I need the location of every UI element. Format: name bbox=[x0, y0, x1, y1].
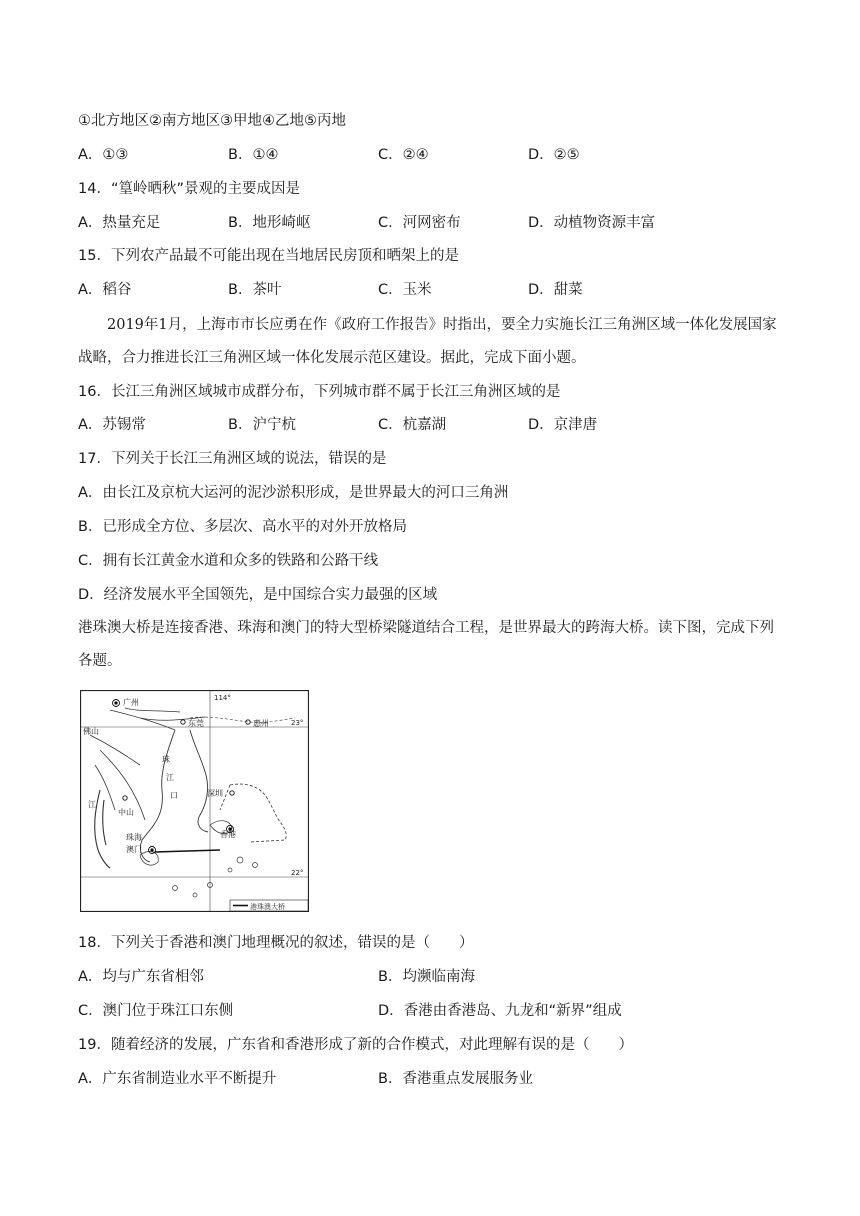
label-aomen: 澳门 bbox=[126, 845, 142, 854]
q15-stem: 15．下列农产品最不可能出现在当地居民房顶和晒架上的是 bbox=[78, 248, 459, 264]
q18-stem: 18．下列关于香港和澳门地理概况的叙述，错误的是（ ） bbox=[78, 935, 474, 951]
passage-yangtze-delta: 2019年1月，上海市市长应勇在作《政府工作报告》时指出，要全力实施长江三角洲区域一体化发展国家战略，合力推进长江三角洲区域一体化发展示范区建设。据此，完成下面小题。 bbox=[78, 317, 777, 366]
q17-option-c: C．拥有长江黄金水道和众多的铁路和公路干线 bbox=[78, 553, 379, 569]
q18-option-a: A．均与广东省相邻 bbox=[78, 969, 204, 985]
passage-hzmb: 港珠澳大桥是连接香港、珠海和澳门的特大型桥梁隧道结合工程，是世界最大的跨海大桥。读下图，完成下列各题。 bbox=[78, 620, 774, 669]
q17-stem: 17．下列关于长江三角洲区域的说法，错误的是 bbox=[78, 451, 387, 467]
q13-stem: ①北方地区②南方地区③甲地④乙地⑤丙地 bbox=[78, 113, 346, 129]
q14-option-c: C．河网密布 bbox=[378, 215, 461, 231]
legend-label: 港珠澳大桥 bbox=[250, 903, 285, 911]
q19-stem: 19．随着经济的发展，广东省和香港形成了新的合作模式，对此理解有误的是（ ） bbox=[78, 1037, 633, 1053]
q13-option-c: C．②④ bbox=[378, 147, 429, 163]
label-guangzhou: 广州 bbox=[123, 698, 139, 707]
label-lat-23: 23° bbox=[291, 719, 304, 727]
pearl-river-delta-map bbox=[80, 690, 309, 912]
q16-option-c: C．杭嘉湖 bbox=[378, 417, 447, 433]
q16-option-b: B．沪宁杭 bbox=[228, 417, 296, 433]
q14-option-a: A．热量充足 bbox=[78, 215, 161, 231]
q13-option-a: A．①③ bbox=[78, 147, 129, 163]
q19-option-a: A．广东省制造业水平不断提升 bbox=[78, 1071, 277, 1087]
label-lon-114: 114° bbox=[214, 694, 231, 702]
q13-option-b: B．①④ bbox=[228, 147, 279, 163]
q14-option-d: D．动植物资源丰富 bbox=[528, 215, 656, 231]
q18-option-c: C．澳门位于珠江口东侧 bbox=[78, 1003, 234, 1019]
q14-stem: 14．“篁岭晒秋”景观的主要成因是 bbox=[78, 181, 300, 197]
label-zhongshan: 中山 bbox=[118, 808, 134, 817]
label-huizhou: 惠州 bbox=[253, 719, 269, 728]
q17-option-d: D．经济发展水平全国领先，是中国综合实力最强的区域 bbox=[78, 587, 438, 603]
label-lat-22: 22° bbox=[291, 869, 304, 877]
q15-option-b: B．茶叶 bbox=[228, 282, 282, 298]
q16-option-a: A．苏锡常 bbox=[78, 417, 146, 433]
q13-option-d: D．②⑤ bbox=[528, 147, 580, 163]
q16-option-d: D．京津唐 bbox=[528, 417, 598, 433]
q15-option-c: C．玉米 bbox=[378, 282, 432, 298]
q16-stem: 16．长江三角洲区域城市成群分布，下列城市群不属于长江三角洲区域的是 bbox=[78, 384, 561, 400]
label-shenzhen: 深圳 bbox=[207, 789, 223, 798]
q15-option-d: D．甜菜 bbox=[528, 282, 583, 298]
q15-option-a: A．稻谷 bbox=[78, 282, 132, 298]
label-xianggang: 香港 bbox=[220, 830, 236, 839]
q17-option-a: A．由长江及京杭大运河的泥沙淤积形成，是世界最大的河口三角洲 bbox=[78, 485, 509, 501]
label-jiang-river: 江 bbox=[88, 800, 96, 809]
q18-option-d: D．香港由香港岛、九龙和“新界”组成 bbox=[378, 1003, 622, 1019]
q18-option-b: B．均濒临南海 bbox=[378, 969, 475, 985]
label-zhu: 珠 bbox=[162, 755, 170, 764]
label-kou: 口 bbox=[170, 791, 178, 800]
label-zhuhai: 珠海 bbox=[126, 833, 142, 842]
q14-option-b: B．地形崎岖 bbox=[228, 215, 311, 231]
q19-option-b: B．香港重点发展服务业 bbox=[378, 1071, 533, 1087]
label-dongguan: 东莞 bbox=[188, 719, 204, 728]
label-foshan: 佛山 bbox=[83, 727, 99, 736]
q17-option-b: B．已形成全方位、多层次、高水平的对外开放格局 bbox=[78, 519, 407, 535]
label-jiang: 江 bbox=[166, 773, 174, 782]
